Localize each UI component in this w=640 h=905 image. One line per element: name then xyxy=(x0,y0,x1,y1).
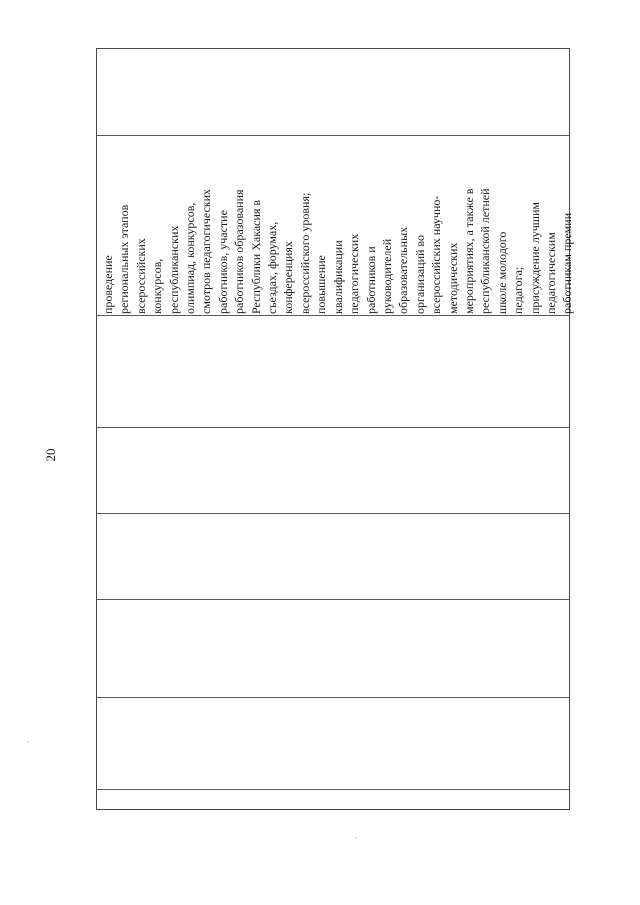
row-divider xyxy=(97,789,569,790)
activity-line: школе молодого xyxy=(494,231,509,314)
activity-line: педагогическим xyxy=(543,232,558,314)
table-cell-activity xyxy=(100,134,575,314)
row-divider xyxy=(97,427,569,428)
activity-line: проведение xyxy=(101,255,115,314)
activity-line: организаций во xyxy=(412,234,427,314)
activity-line: работникам премии xyxy=(560,212,575,314)
activity-line: педагогических xyxy=(347,233,362,314)
activity-line: работников образования xyxy=(232,189,247,314)
activity-line: смотров педагогических xyxy=(199,188,214,314)
row-divider xyxy=(97,513,569,514)
activity-line: работников и xyxy=(363,246,378,314)
activity-line: образовательных xyxy=(396,226,411,314)
activity-line: работников, участие xyxy=(215,210,230,314)
activity-line: всероссийских xyxy=(133,238,148,314)
activity-line: всероссийского уровня; xyxy=(297,192,312,314)
row-divider xyxy=(97,315,569,316)
scan-speck xyxy=(356,837,357,838)
activity-line: Республики Хакасия в xyxy=(248,199,263,314)
activity-line: республиканских xyxy=(166,225,181,314)
activity-line: олимпиад, конкурсов, xyxy=(183,202,198,314)
activity-line: руководителей xyxy=(379,238,394,314)
activity-line: республиканской летней xyxy=(478,188,493,314)
activity-line: конкурсов, xyxy=(150,258,165,314)
activity-line: квалификации xyxy=(330,240,345,314)
activity-line: конференциях xyxy=(281,241,296,314)
activity-line: присуждение лучшим xyxy=(527,201,542,314)
scan-speck xyxy=(28,741,29,742)
row-divider xyxy=(97,697,569,698)
activity-line: методических xyxy=(445,242,460,314)
row-divider xyxy=(97,599,569,600)
activity-line: мероприятиях, а также в xyxy=(461,188,476,314)
activity-text xyxy=(100,134,576,314)
activity-line: повышение xyxy=(314,255,329,314)
activity-line: региональных этапов xyxy=(117,204,132,314)
activity-line: всероссийских научно- xyxy=(429,195,444,314)
page-number: 20 xyxy=(43,448,58,462)
activity-line: съездах, форумах, xyxy=(265,221,280,314)
activity-line: педагога; xyxy=(511,266,526,314)
